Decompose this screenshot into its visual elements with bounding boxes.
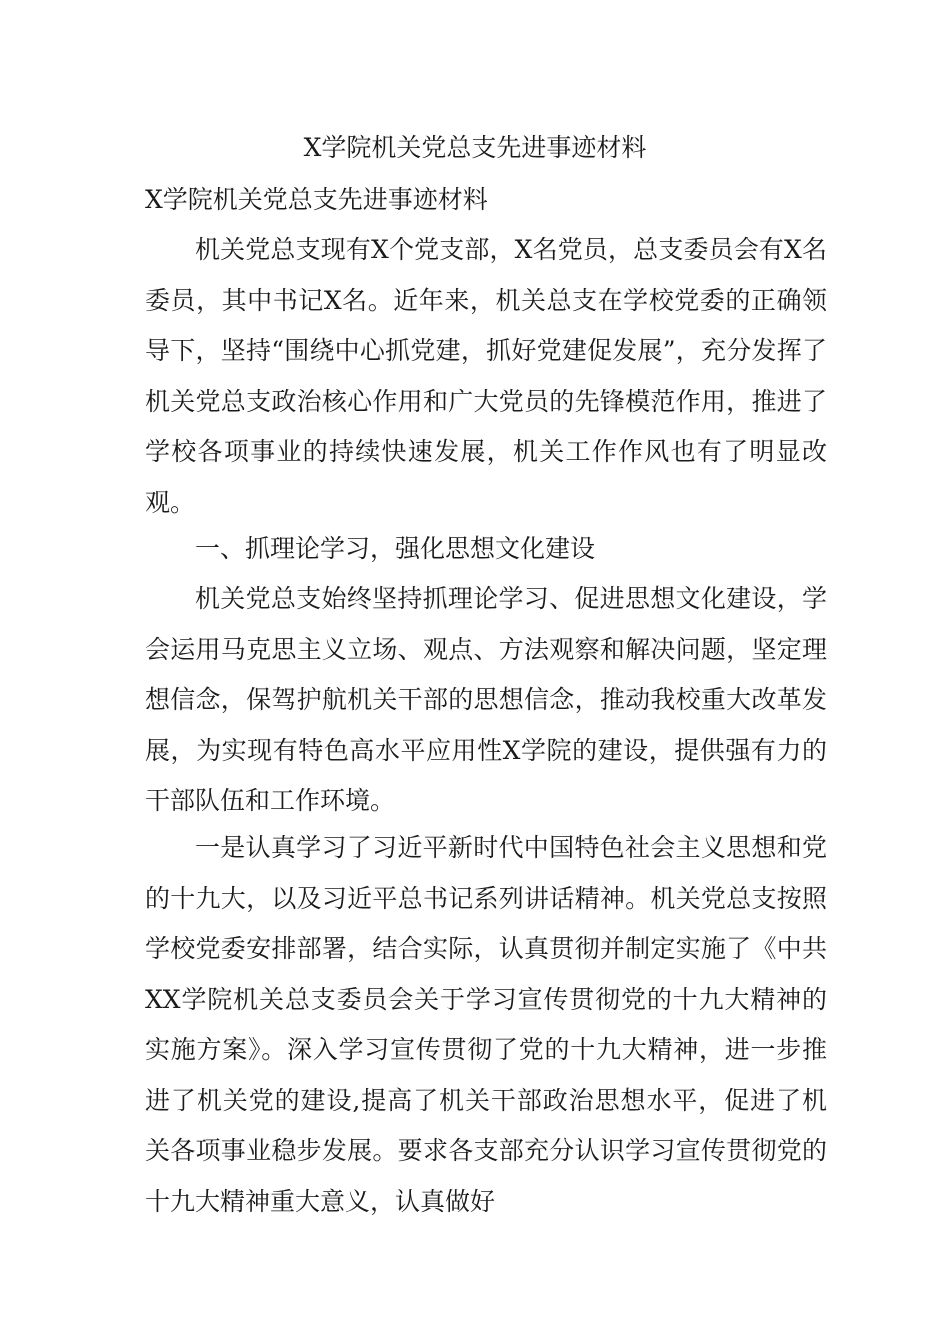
intro-paragraph: 机关党总支现有X个党支部，X名党员，总支委员会有X名委员，其中书记X名。近年来，机关总支在学校党委的正确领导下，坚持“围绕中心抓党建，抓好党建促发展”，充分发挥了机关党总支政治核心作用和广大党员的先锋模范作用，推进了学校各项事业的持续快速发展，机关工作作风也有了明显改观。 [145, 235, 827, 517]
point-paragraph: 一是认真学习了习近平新时代中国特色社会主义思想和党的十九大，以及习近平总书记系列讲话精神。机关党总支按照学校党委安排部署，结合实际，认真贯彻并制定实施了《中共XX学院机关总支委员会关于学习宣传贯彻党的十九大精神的实施方案》。深入学习宣传贯彻了党的十九大精神，进一步推进了机关党的建设,提高了机关干部政治思想水平，促进了机关各项事业稳步发展。要求各支部充分认识学习宣传贯彻党的十九大精神重大意义，认真做好 [145, 833, 827, 1216]
document-subtitle: X学院机关党总支先进事迹材料 [145, 185, 488, 214]
section-heading: 一、抓理论学习，强化思想文化建设 [195, 534, 596, 563]
section-paragraph: 机关党总支始终坚持抓理论学习、促进思想文化建设，学会运用马克思主义立场、观点、方法观察和解决问题，坚定理想信念，保驾护航机关干部的思想信念，推动我校重大改革发展，为实现有特色高水平应用性X学院的建设，提供强有力的干部队伍和工作环境。 [145, 584, 827, 815]
document-title: X学院机关党总支先进事迹材料 [303, 133, 647, 162]
